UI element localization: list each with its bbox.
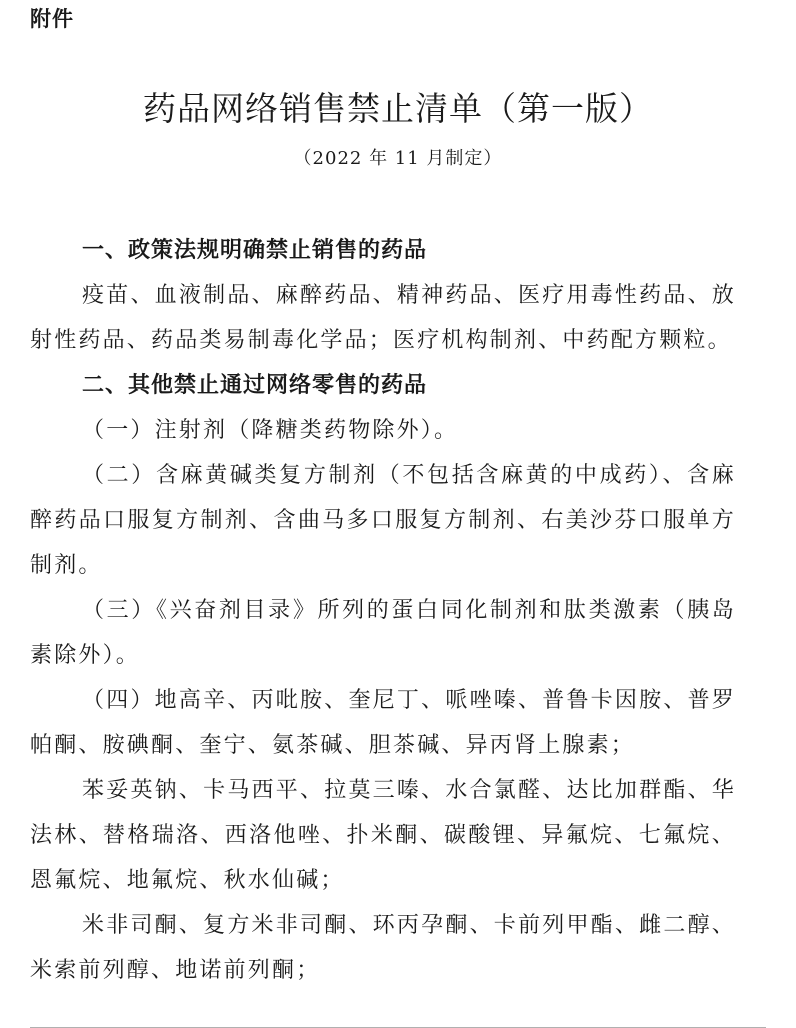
document-body xyxy=(30,228,736,993)
document-subtitle: （2022 年 11 月制定） xyxy=(293,148,503,169)
attachment-label: 附件 xyxy=(30,7,74,31)
paragraph: 苯妥英钠、卡马西平、拉莫三嗪、水合氯醛、达比加群酯、华法林、替格瑞洛、西洛他唑、扑米酮、碳酸锂、异氟烷、七氟烷、恩氟烷、地氟烷、秋水仙碱； xyxy=(30,778,736,893)
paragraph: （二）含麻黄碱类复方制剂（不包括含麻黄的中成药）、含麻醉药品口服复方制剂、含曲马多口服复方制剂、右美沙芬口服单方制剂。 xyxy=(30,463,736,578)
paragraph: （四）地高辛、丙吡胺、奎尼丁、哌唑嗪、普鲁卡因胺、普罗帕酮、胺碘酮、奎宁、氨茶碱、胆茶碱、异丙肾上腺素； xyxy=(30,688,736,758)
paragraph: （三）《兴奋剂目录》所列的蛋白同化制剂和肽类激素（胰岛素除外）。 xyxy=(30,598,736,668)
section-heading: 一、政策法规明确禁止销售的药品 xyxy=(82,238,428,263)
paragraph: （一）注射剂（降糖类药物除外）。 xyxy=(82,418,459,443)
paragraph: 米非司酮、复方米非司酮、环丙孕酮、卡前列甲酯、雌二醇、米索前列醇、地诺前列酮； xyxy=(30,913,736,983)
paragraph: 疫苗、血液制品、麻醉药品、精神药品、医疗用毒性药品、放射性药品、药品类易制毒化学品；医疗机构制剂、中药配方颗粒。 xyxy=(30,283,736,353)
document-title: 药品网络销售禁止清单（第一版） xyxy=(143,89,653,128)
section-heading: 二、其他禁止通过网络零售的药品 xyxy=(82,373,428,398)
